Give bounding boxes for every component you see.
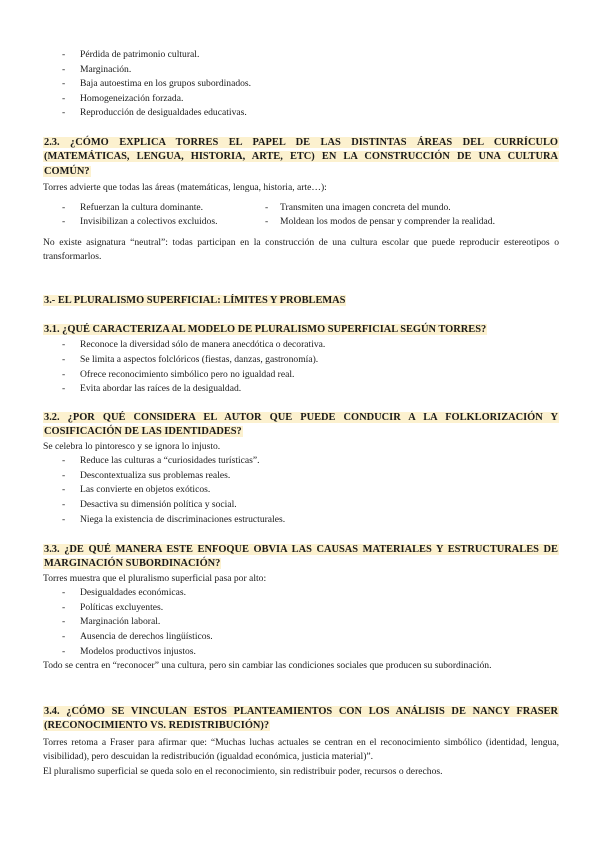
list-item: - Reconoce la diversidad sólo de manera anecdótica o decorativa. <box>43 338 559 353</box>
section-intro: Se celebra lo pintoresco y se ignora lo injusto. <box>43 440 221 452</box>
list-item: - Ausencia de derechos lingüísticos. <box>43 630 559 645</box>
section-paragraph: Torres retoma a Fraser para afirmar que: “Muchas luchas actuales se centran en el reconocimiento simbólico (identidad, lengua, visibilidad), pero descuidan la redistribución (igualdad económica, justicia material)”. <box>43 736 559 763</box>
list-item: - Se limita a aspectos folclóricos (fiestas, danzas, gastronomía). <box>43 353 559 368</box>
list-item: - Descontextualiza sus problemas reales. <box>43 469 559 484</box>
section-closing: No existe asignatura “neutral”: todas participan en la construcción de una cultura escolar que puede reproducir estereotipos o transformarlos. <box>43 236 559 263</box>
section-3-4 <box>43 705 559 779</box>
section-closing: Todo se centra en “reconocer” una cultura, pero sin cambiar las condiciones sociales que producen su subordinación. <box>43 660 492 672</box>
list-item: - Las convierte en objetos exóticos. <box>43 483 559 498</box>
list-item: - Niega la existencia de discriminaciones estructurales. <box>43 513 559 528</box>
list-item: - Marginación laboral. <box>43 615 559 630</box>
section-heading: 3.1. ¿QUÉ CARACTERIZA AL MODELO DE PLURALISMO SUPERFICIAL SEGÚN TORRES? <box>44 324 487 335</box>
list-item: - Reduce las culturas a “curiosidades turísticas”. <box>43 454 559 469</box>
section-heading: 3.3. ¿DE QUÉ MANERA ESTE ENFOQUE OBVIA LAS CAUSAS MATERIALES Y ESTRUCTURALES DE MARGINACIÓN SUBORDINACIÓN? <box>44 544 558 570</box>
section-2-3 <box>43 136 559 265</box>
section-paragraph: El pluralismo superficial se queda solo en el reconocimiento, sin redistribuir poder, recursos o derechos. <box>43 765 443 777</box>
list-item: - Políticas excluyentes. <box>43 601 559 616</box>
top-list <box>43 48 559 121</box>
two-column-list <box>43 201 559 230</box>
section-intro: Torres muestra que el pluralismo superficial pasa por alto: <box>43 572 267 584</box>
list-item: - Ofrece reconocimiento simbólico pero no igualdad real. <box>43 368 559 383</box>
list-item: - Transmiten una imagen concreta del mundo. <box>263 201 559 216</box>
list-item: - Homogeneización forzada. <box>43 92 559 107</box>
section-3-1 <box>43 323 559 397</box>
list-item: - Reproducción de desigualdades educativas. <box>43 106 559 121</box>
list-item: - Moldean los modos de pensar y comprender la realidad. <box>263 215 559 230</box>
section-heading: 3.2. ¿POR QUÉ CONSIDERA EL AUTOR QUE PUEDE CONDUCIR A LA FOLKLORIZACIÓN Y COSIFICACIÓN DE LAS IDENTIDADES? <box>44 412 558 438</box>
list-item: - Desigualdades económicas. <box>43 586 559 601</box>
list-item: - Marginación. <box>43 63 559 78</box>
list-item: - Evita abordar las raíces de la desigualdad. <box>43 382 559 397</box>
section-heading: 3.- EL PLURALISMO SUPERFICIAL: LÍMITES Y PROBLEMAS <box>44 295 346 306</box>
section-intro: Torres advierte que todas las áreas (matemáticas, lengua, historia, arte…): <box>43 182 327 194</box>
section-heading: 3.4. ¿CÓMO SE VINCULAN ESTOS PLANTEAMIENTOS CON LOS ANÁLISIS DE NANCY FRASER (RECONOCIMIENTO VS. REDISTRIBUCIÓN)? <box>44 706 558 732</box>
section-3 <box>43 294 559 308</box>
list-item: - Modelos productivos injustos. <box>43 645 559 660</box>
section-3-2 <box>43 411 559 527</box>
list-item: - Pérdida de patrimonio cultural. <box>43 48 559 63</box>
list-item: - Invisibilizan a colectivos excluidos. <box>43 215 263 230</box>
list-item: - Baja autoestima en los grupos subordinados. <box>43 77 559 92</box>
list-item: - Refuerzan la cultura dominante. <box>43 201 263 216</box>
list-item: - Desactiva su dimensión política y social. <box>43 498 559 513</box>
section-3-3 <box>43 543 559 674</box>
section-heading: 2.3. ¿CÓMO EXPLICA TORRES EL PAPEL DE LAS DISTINTAS ÁREAS DEL CURRÍCULO (MATEMÁTICAS, LENGUA, HISTORIA, ARTE, ETC) EN LA CONSTRUCCIÓN DE UNA CULTURA COMÚN? <box>44 137 558 177</box>
